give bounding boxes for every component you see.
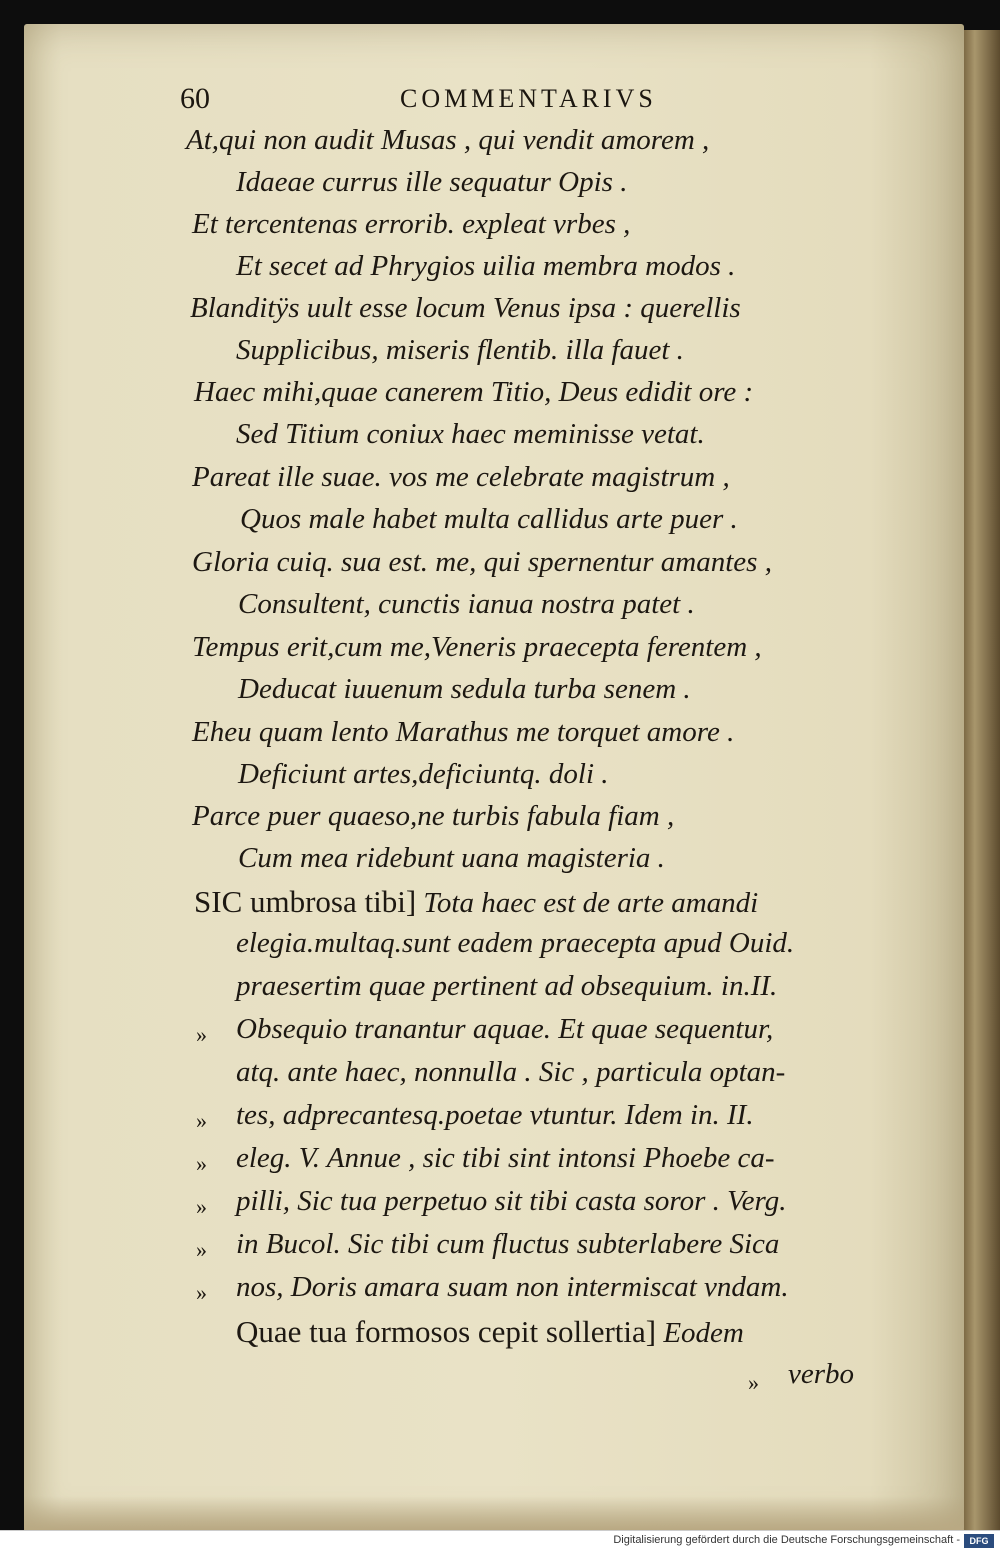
- verse-line: Deficiunt artes,deficiuntq. doli .: [238, 758, 609, 790]
- verse-line: Tempus erit,cum me,Veneris praecepta ferentem ,: [192, 631, 762, 663]
- commentary-line: tes, adprecantesq.poetae vtuntur. Idem in. II.: [236, 1099, 754, 1131]
- verse-line: Deducat iuuenum sedula turba senem .: [238, 673, 691, 705]
- verse-line: At,qui non audit Musas , qui vendit amorem ,: [186, 124, 710, 156]
- verse-line: Et tercentenas errorib. expleat vrbes ,: [192, 208, 631, 240]
- commentary-line: elegia.multaq.sunt eadem praecepta apud Ouid.: [236, 927, 795, 959]
- verse-line: Blanditÿs uult esse locum Venus ipsa : querellis: [190, 292, 741, 324]
- verse-line: Eheu quam lento Marathus me torquet amore .: [192, 716, 735, 748]
- page-bottom-edge: [24, 1496, 964, 1530]
- verse-line: Supplicibus, miseris flentib. illa fauet .: [236, 334, 684, 366]
- lemma-text: Quae tua formosos cepit sollertia]: [236, 1314, 657, 1349]
- commentary-line: pilli, Sic tua perpetuo sit tibi casta soror . Verg.: [236, 1185, 787, 1217]
- verse-line: Et secet ad Phrygios uilia membra modos .: [236, 250, 736, 282]
- verse-line: Quos male habet multa callidus arte puer .: [240, 503, 738, 535]
- funding-credit: Digitalisierung gefördert durch die Deutsche Forschungsgemeinschaft -: [613, 1534, 960, 1546]
- commentary-line: praesertim quae pertinent ad obsequium. in.II.: [236, 970, 778, 1002]
- lemma-text: SIC umbrosa tibi]: [194, 884, 417, 919]
- verse-line: Idaeae currus ille sequatur Opis .: [236, 166, 628, 198]
- page-header: [180, 82, 780, 122]
- commentary-line: atq. ante haec, nonnulla . Sic , particula optan-: [236, 1056, 786, 1088]
- lemma-gloss: Eodem: [663, 1317, 744, 1349]
- quote-marker: »: [196, 1108, 207, 1133]
- quote-marker: »: [196, 1194, 207, 1219]
- commentary-line: eleg. V. Annue , sic tibi sint intonsi Phoebe ca-: [236, 1142, 775, 1174]
- verse-line: Parce puer quaeso,ne turbis fabula fiam ,: [192, 800, 675, 832]
- quote-marker: »: [196, 1237, 207, 1262]
- lemma-gloss: Tota haec est de arte amandi: [423, 887, 759, 919]
- page-gutter: [964, 30, 1000, 1530]
- quote-marker: »: [748, 1370, 759, 1395]
- dfg-logo: DFG: [964, 1534, 994, 1548]
- commentary-lemma: [236, 1314, 744, 1350]
- verse-line: Gloria cuiq. sua est. me, qui spernentur amantes ,: [192, 546, 772, 578]
- commentary-line: nos, Doris amara suam non intermiscat vndam.: [236, 1271, 789, 1303]
- verse-line: Sed Titium coniux haec meminisse vetat.: [236, 418, 705, 450]
- commentary-line: in Bucol. Sic tibi cum fluctus subterlabere Sica: [236, 1228, 780, 1260]
- verse-line: Haec mihi,quae canerem Titio, Deus edidit ore :: [194, 376, 754, 408]
- quote-marker: »: [196, 1022, 207, 1047]
- catchword: verbo: [788, 1358, 855, 1390]
- verse-line: Consultent, cunctis ianua nostra patet .: [238, 588, 695, 620]
- running-head: COMMENTARIVS: [400, 84, 657, 113]
- page-number: 60: [180, 82, 210, 115]
- quote-marker: »: [196, 1280, 207, 1305]
- quote-marker: »: [196, 1151, 207, 1176]
- verse-line: Pareat ille suae. vos me celebrate magistrum ,: [192, 461, 730, 493]
- commentary-line: Obsequio tranantur aquae. Et quae sequentur,: [236, 1013, 774, 1045]
- verse-line: Cum mea ridebunt uana magisteria .: [238, 842, 665, 874]
- footer-bar: [0, 1530, 1000, 1552]
- commentary-lemma: [194, 884, 758, 920]
